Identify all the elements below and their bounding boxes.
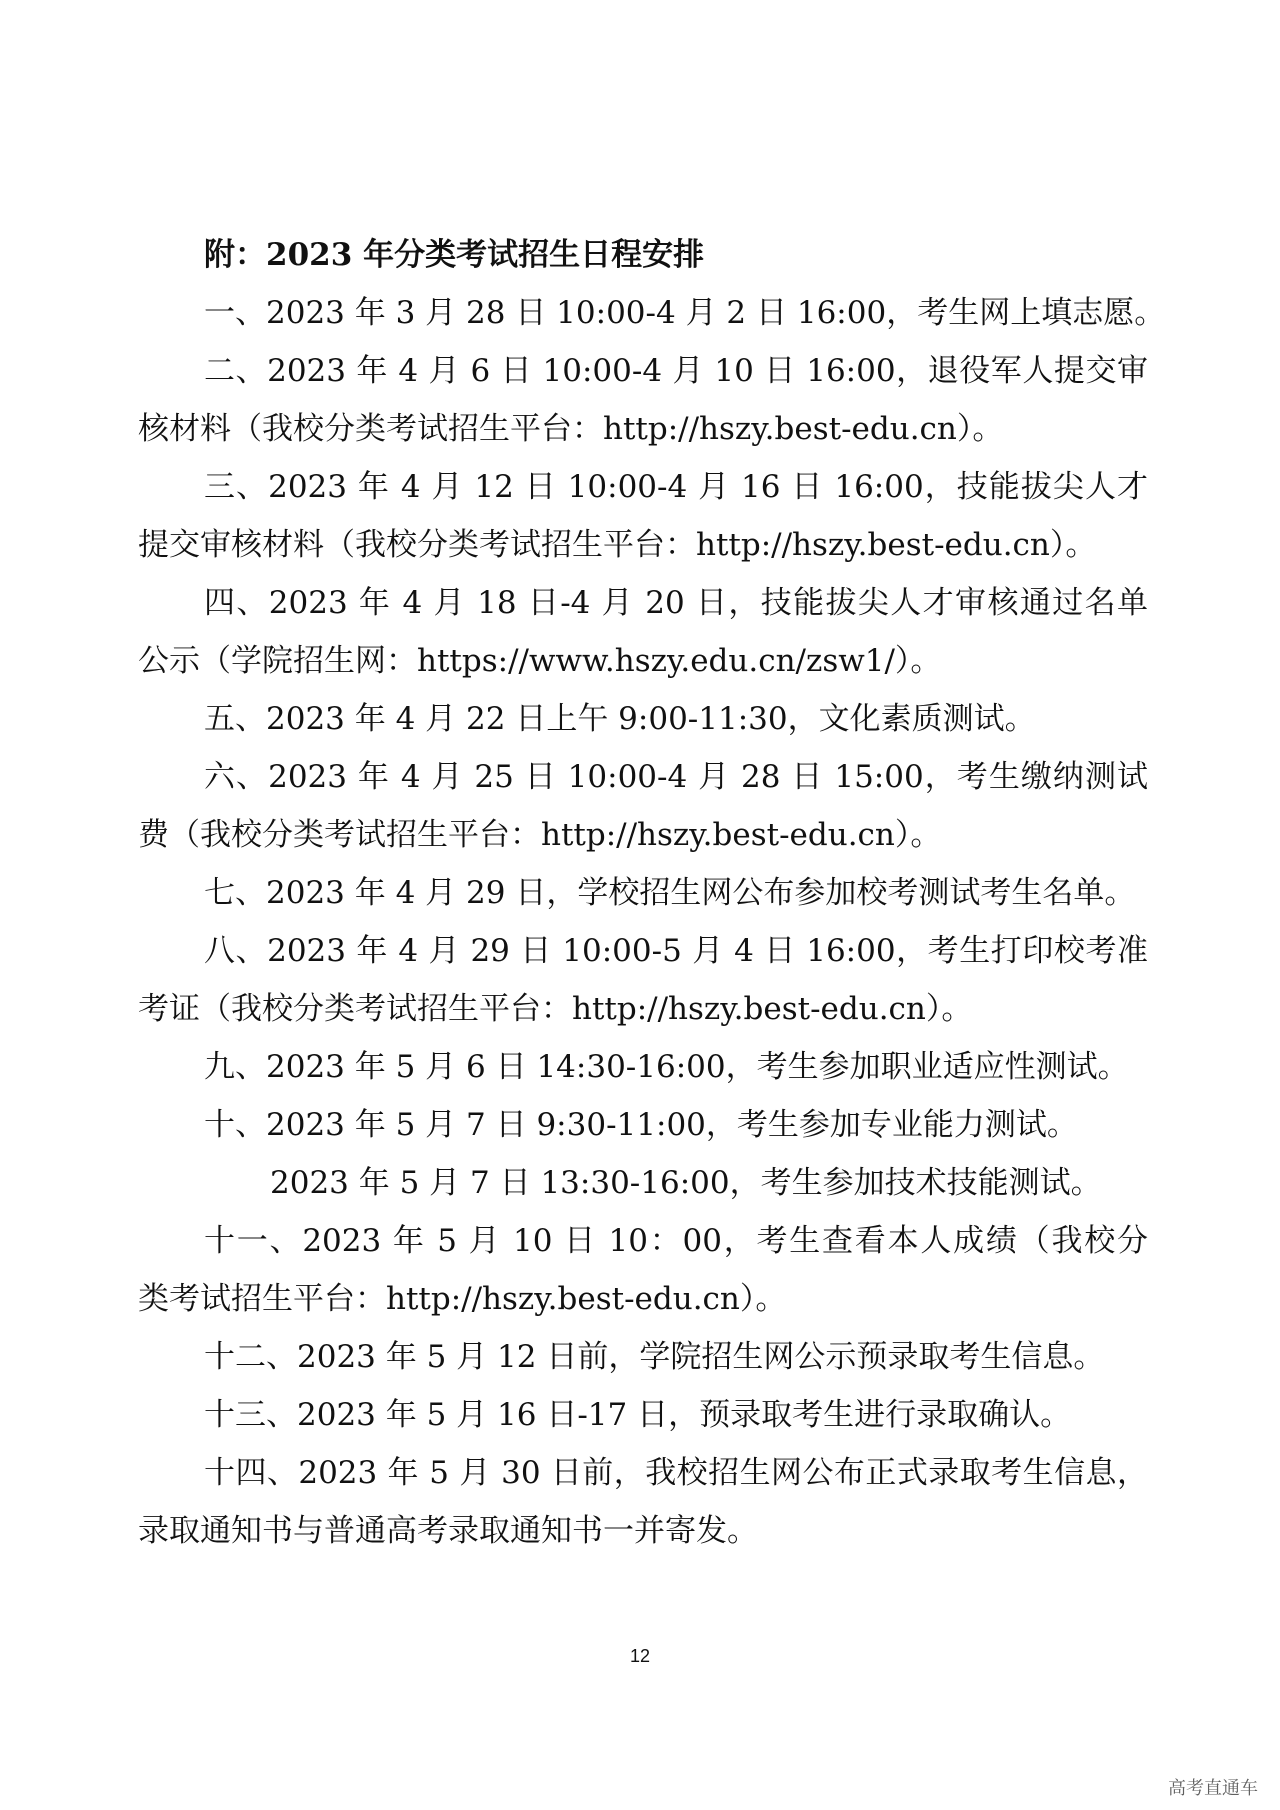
schedule-content [138,226,1166,1560]
schedule-item-text: 九、2023 年 5 月 6 日 14:30-16:00，考生参加职业适应性测试。 [204,1049,1129,1085]
schedule-item-continuation: 类考试招生平台：http://hszy.best-edu.cn）。 [138,1281,787,1317]
schedule-item-continuation: 公示（学院招生网：https://www.hszy.edu.cn/zsw1/）。 [138,643,942,679]
schedule-item-text: 三、2023 年 4 月 12 日 10:00-4 月 16 日 16:00，技能拔尖人才 [204,469,1148,505]
schedule-item-13 [138,1386,1148,1444]
schedule-item-9 [138,1038,1148,1096]
schedule-item-text: 八、2023 年 4 月 29 日 10:00-5 月 4 日 16:00，考生打印校考准 [204,933,1148,969]
schedule-item-text: 十二、2023 年 5 月 12 日前，学院招生网公示预录取考生信息。 [204,1339,1105,1375]
schedule-item-12 [138,1328,1148,1386]
page-number: 12 [629,1646,651,1666]
schedule-item-text: 十一、2023 年 5 月 10 日 10：00，考生查看本人成绩（我校分 [204,1223,1148,1259]
schedule-item-4 [138,574,1148,690]
watermark: 高考直通车 [1168,1778,1258,1799]
schedule-item-5 [138,690,1148,748]
schedule-item-text: 2023 年 5 月 7 日 13:30-16:00，考生参加技术技能测试。 [270,1165,1102,1201]
schedule-item-10-sub [138,1154,1148,1212]
schedule-item-text: 十四、2023 年 5 月 30 日前，我校招生网公布正式录取考生信息， [204,1455,1148,1491]
schedule-item-6 [138,748,1148,864]
schedule-item-7 [138,864,1148,922]
schedule-item-text: 七、2023 年 4 月 29 日，学校招生网公布参加校考测试考生名单。 [204,875,1136,911]
schedule-item-3 [138,458,1148,574]
schedule-item-8 [138,922,1148,1038]
schedule-item-text: 六、2023 年 4 月 25 日 10:00-4 月 28 日 15:00，考生缴纳测试 [204,759,1148,795]
schedule-item-text: 十、2023 年 5 月 7 日 9:30-11:00，考生参加专业能力测试。 [204,1107,1078,1143]
schedule-item-continuation: 核材料（我校分类考试招生平台：http://hszy.best-edu.cn）。 [138,411,1004,447]
schedule-item-2 [138,342,1148,458]
schedule-item-continuation: 考证（我校分类考试招生平台：http://hszy.best-edu.cn）。 [138,991,973,1027]
schedule-item-14 [138,1444,1148,1560]
schedule-item-text: 十三、2023 年 5 月 16 日-17 日，预录取考生进行录取确认。 [204,1397,1072,1433]
schedule-item-text: 五、2023 年 4 月 22 日上午 9:00-11:30，文化素质测试。 [204,701,1036,737]
schedule-title: 附：2023 年分类考试招生日程安排 [204,237,705,273]
schedule-item-text: 一、2023 年 3 月 28 日 10:00-4 月 2 日 16:00，考生网上填志愿。 [204,295,1166,331]
schedule-item-10 [138,1096,1148,1154]
schedule-item-continuation: 提交审核材料（我校分类考试招生平台：http://hszy.best-edu.cn）。 [138,527,1097,563]
schedule-item-11 [138,1212,1148,1328]
schedule-item-text: 四、2023 年 4 月 18 日-4 月 20 日，技能拔尖人才审核通过名单 [204,585,1148,621]
schedule-item-text: 二、2023 年 4 月 6 日 10:00-4 月 10 日 16:00，退役军人提交审 [204,353,1148,389]
schedule-item-continuation: 录取通知书与普通高考录取通知书一并寄发。 [138,1513,758,1549]
schedule-item-continuation: 费（我校分类考试招生平台：http://hszy.best-edu.cn）。 [138,817,942,853]
schedule-item-1 [138,284,1166,342]
